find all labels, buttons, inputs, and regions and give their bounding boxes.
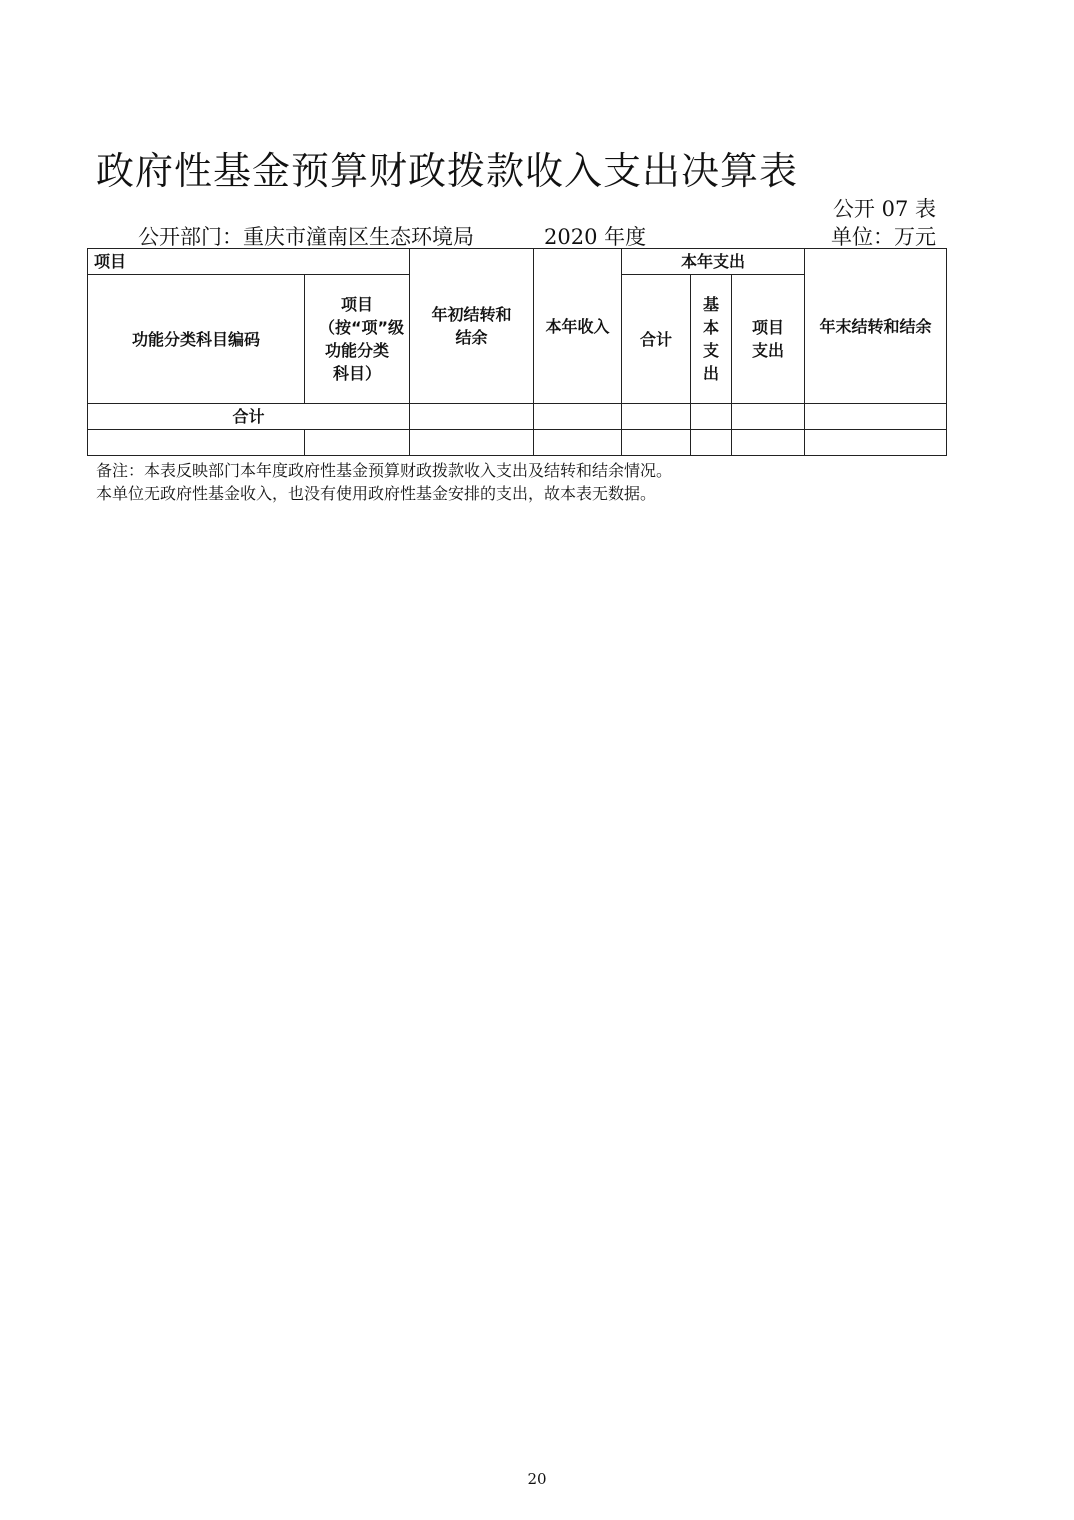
empty-cell bbox=[732, 430, 805, 456]
note-line: 备注：本表反映部门本年度政府性基金预算财政拨款收入支出及结转和结余情况。 bbox=[96, 461, 673, 480]
notes bbox=[96, 459, 672, 505]
total-row bbox=[88, 404, 947, 430]
empty-cell bbox=[622, 430, 691, 456]
empty-cell bbox=[805, 430, 947, 456]
unit-label: 单位：万元 bbox=[831, 225, 936, 249]
empty-cell bbox=[88, 430, 305, 456]
header-current-expense: 本年支出 bbox=[622, 249, 805, 275]
header-item: 项目 bbox=[88, 249, 410, 275]
budget-table bbox=[87, 248, 947, 456]
header-item-by-class: 项目（按“项”级功能分类科目） bbox=[305, 275, 410, 404]
page-title: 政府性基金预算财政拨款收入支出决算表 bbox=[96, 149, 799, 193]
total-cell bbox=[732, 404, 805, 430]
total-label: 合计 bbox=[88, 404, 410, 430]
department-label: 公开部门：重庆市潼南区生态环境局 bbox=[138, 225, 474, 249]
total-cell bbox=[534, 404, 622, 430]
header-opening-balance: 年初结转和结余 bbox=[410, 249, 534, 404]
note-line: 本单位无政府性基金收入，也没有使用政府性基金安排的支出，故本表无数据。 bbox=[96, 484, 657, 503]
header-function-code: 功能分类科目编码 bbox=[88, 275, 305, 404]
header-row-1 bbox=[88, 249, 947, 275]
empty-cell bbox=[305, 430, 410, 456]
total-cell bbox=[622, 404, 691, 430]
fiscal-year: 2020 年度 bbox=[544, 225, 647, 249]
form-number: 公开 07 表 bbox=[832, 197, 936, 221]
header-current-income: 本年收入 bbox=[534, 249, 622, 404]
empty-cell bbox=[691, 430, 732, 456]
total-cell bbox=[691, 404, 732, 430]
empty-cell bbox=[534, 430, 622, 456]
empty-cell bbox=[410, 430, 534, 456]
header-closing-balance: 年末结转和结余 bbox=[805, 249, 947, 404]
total-cell bbox=[410, 404, 534, 430]
table-row bbox=[88, 430, 947, 456]
header-project-expense: 项目支出 bbox=[732, 275, 805, 404]
header-basic-expense: 基本支出 bbox=[691, 275, 732, 404]
header-expense-total: 合计 bbox=[622, 275, 691, 404]
page-number: 20 bbox=[527, 1470, 547, 1488]
total-cell bbox=[805, 404, 947, 430]
